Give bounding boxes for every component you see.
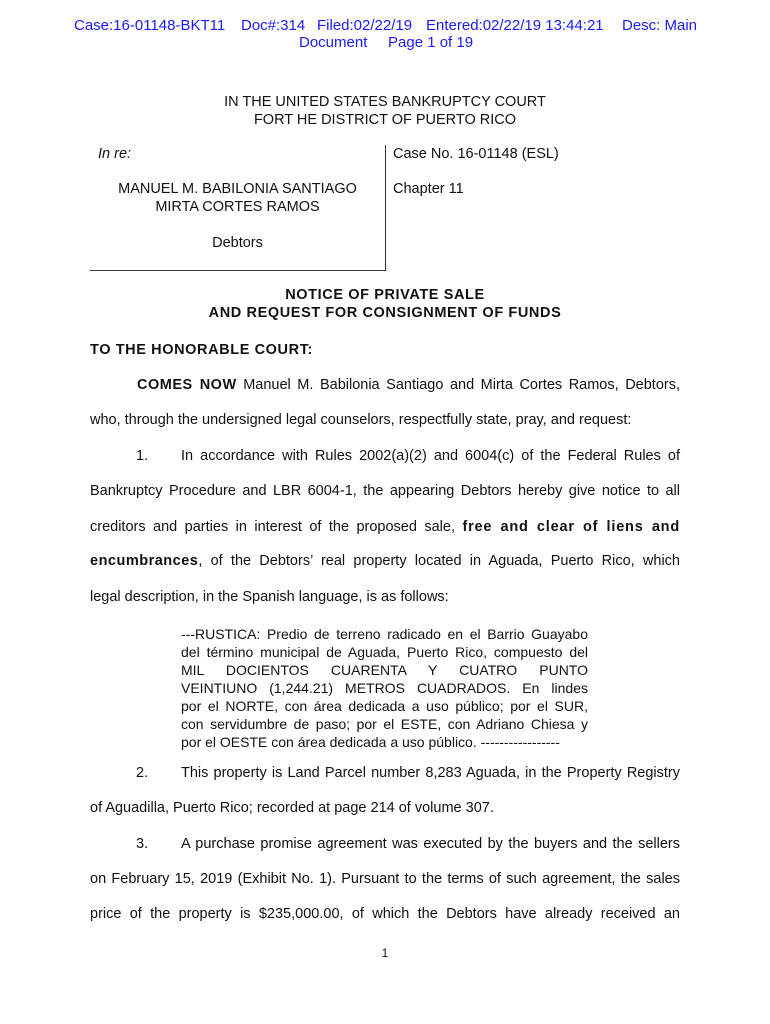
entered-date-stamp: Entered:02/22/19 13:44:21: [426, 17, 604, 34]
intro-line-1: [137, 377, 680, 393]
court-name: IN THE UNITED STATES BANKRUPTCY COURT: [224, 94, 546, 110]
notice-subtitle: AND REQUEST FOR CONSIGNMENT OF FUNDS: [208, 305, 562, 321]
para3-line-1: A purchase promise agreement was executed by the buyers and the sellers: [181, 836, 680, 852]
quote-line: por el NORTE, con área dedicada a uso público; por el SUR,: [181, 698, 588, 714]
intro-line-2: who, through the undersigned legal counselors, respectfully state, pray, and request:: [90, 412, 632, 428]
para1-line-1: In accordance with Rules 2002(a)(2) and 6004(c) of the Federal Rules of: [181, 448, 680, 464]
salutation: TO THE HONORABLE COURT:: [90, 342, 313, 358]
quote-line: con servidumbre de paso; por el ESTE, con Adriano Chiesa y: [181, 716, 588, 732]
docket-number-stamp: Doc#:314: [241, 17, 306, 34]
case-number-stamp: Case:16-01148-BKT11: [74, 17, 226, 34]
notice-title: NOTICE OF PRIVATE SALE: [285, 287, 485, 303]
para1-line-5: legal description, in the Spanish language, is as follows:: [90, 589, 449, 605]
quote-line: MIL DOCIENTOS CUARENTA Y CUATRO PUNTO: [181, 662, 588, 678]
para1-line-4-rest: , of the Debtors’ real property located in Aguada, Puerto Rico, which: [198, 553, 680, 569]
comes-now-text: COMES NOW: [137, 377, 237, 393]
para1-number: 1.: [136, 448, 149, 464]
free-and-clear-text: free and clear of liens and: [462, 519, 680, 535]
case-number: Case No. 16-01148 (ESL): [393, 146, 559, 162]
para3-number: 3.: [136, 836, 149, 852]
quote-line: VEINTIUNO (1,244.21) METROS CUADRADOS. En lindes: [181, 680, 588, 696]
debtor-name-2: MIRTA CORTES RAMOS: [155, 199, 320, 215]
description-stamp: Desc: Main: [622, 17, 698, 34]
quote-line: ---RUSTICA: Predio de terreno radicado en el Barrio Guayabo: [181, 626, 588, 642]
in-re-label: In re:: [98, 146, 132, 162]
para3-line-2: on February 15, 2019 (Exhibit No. 1). Pursuant to the terms of such agreement, the sales: [90, 871, 680, 887]
para2-line-2: of Aguadilla, Puerto Rico; recorded at page 214 of volume 307.: [90, 800, 494, 816]
para1-line-2: Bankruptcy Procedure and LBR 6004-1, the appearing Debtors hereby give notice to all: [90, 483, 680, 499]
quote-line: por el OESTE con área dedicada a uso público. -----------------: [181, 734, 560, 750]
debtors-label: Debtors: [212, 235, 263, 251]
page-number: 1: [381, 946, 389, 960]
para2-number: 2.: [136, 765, 149, 781]
chapter-label: Chapter 11: [393, 181, 464, 197]
debtor-name-1: MANUEL M. BABILONIA SANTIAGO: [118, 181, 357, 197]
para2-line-1: This property is Land Parcel number 8,283 Aguada, in the Property Registry: [181, 765, 680, 781]
quote-line: del término municipal de Aguada, Puerto Rico, compuesto del: [181, 644, 588, 660]
para3-line-3: price of the property is $235,000.00, of which the Debtors have already received an: [90, 906, 680, 922]
para1-line-4: [90, 553, 680, 569]
document-type-stamp: Document: [299, 34, 368, 51]
intro-rest-text: Manuel M. Babilonia Santiago and Mirta Cortes Ramos, Debtors,: [236, 377, 680, 393]
para1-line-3-plain: creditors and parties in interest of the proposed sale,: [90, 519, 455, 535]
para1-line-3: [90, 519, 680, 535]
property-description-quote: [181, 625, 588, 751]
court-district: FORT HE DISTRICT OF PUERTO RICO: [253, 112, 517, 128]
page-count-stamp: Page 1 of 19: [388, 34, 474, 51]
encumbrances-text: encumbrances: [90, 553, 199, 569]
filed-date-stamp: Filed:02/22/19: [317, 17, 413, 34]
